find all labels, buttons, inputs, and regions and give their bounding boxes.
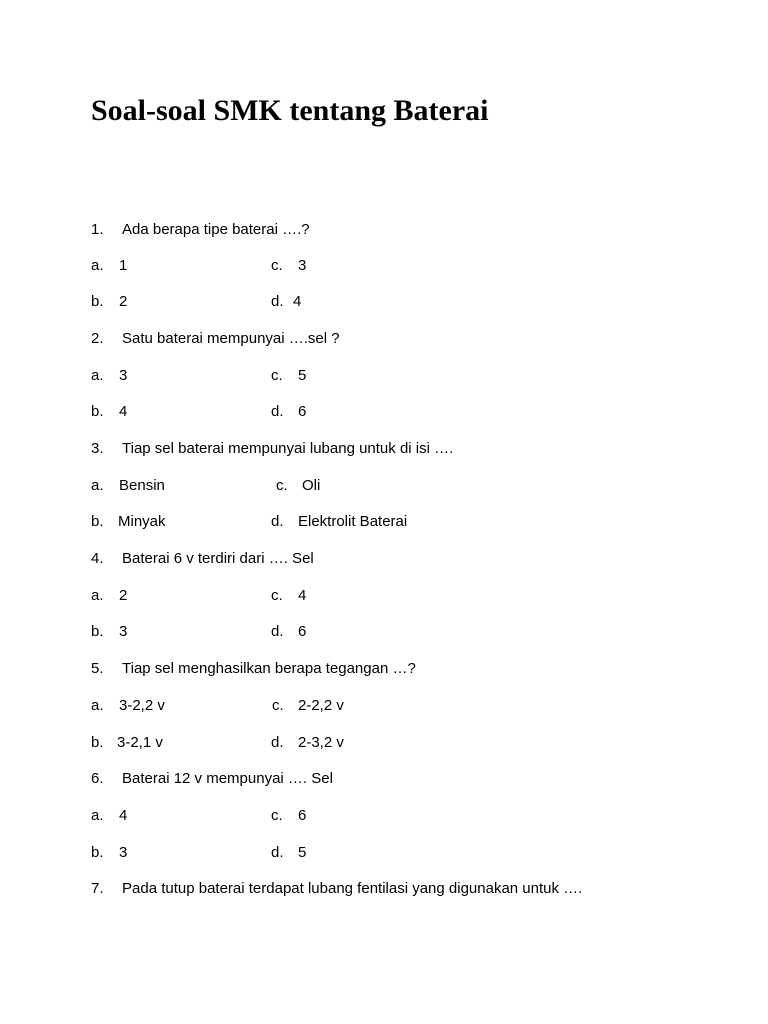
option-label: a. (91, 807, 104, 824)
option-text: 4 (119, 807, 128, 824)
options-row (0, 366, 768, 386)
question-text: Tiap sel menghasilkan berapa tegangan …? (122, 660, 416, 677)
option-label: b. (91, 403, 104, 420)
options-row (0, 622, 768, 642)
question-7 (0, 879, 768, 899)
option-text: Bensin (119, 477, 165, 494)
option-label: b. (91, 734, 104, 751)
option-text: 2 (119, 587, 128, 604)
question-number: 4. (91, 550, 104, 567)
option-label: b. (91, 293, 104, 310)
options-row (0, 256, 768, 276)
option-text: 4 (119, 403, 128, 420)
option-label: c. (271, 367, 283, 384)
option-label: a. (91, 367, 104, 384)
option-text: 1 (119, 257, 128, 274)
option-label: c. (276, 477, 288, 494)
question-text: Tiap sel baterai mempunyai lubang untuk di isi …. (122, 440, 454, 457)
options-row (0, 476, 768, 496)
question-text: Baterai 6 v terdiri dari …. Sel (122, 550, 314, 567)
question-text: Pada tutup baterai terdapat lubang fentilasi yang digunakan untuk …. (122, 880, 583, 897)
question-number: 6. (91, 770, 104, 787)
option-label: b. (91, 844, 104, 861)
option-text: 3 (298, 257, 307, 274)
question-text: Ada berapa tipe baterai ….? (122, 221, 310, 238)
option-text: 5 (298, 367, 307, 384)
option-text: 4 (293, 293, 302, 310)
option-label: b. (91, 513, 104, 530)
option-text: 2-2,2 v (298, 697, 344, 714)
option-label: a. (91, 477, 104, 494)
option-text: 3-2,1 v (117, 734, 163, 751)
option-label: c. (272, 697, 284, 714)
options-row (0, 733, 768, 753)
options-row (0, 292, 768, 312)
options-row (0, 806, 768, 826)
options-row (0, 512, 768, 532)
question-2 (0, 329, 768, 349)
options-row (0, 843, 768, 863)
option-text: 5 (298, 844, 307, 861)
option-label: d. (271, 513, 284, 530)
question-number: 2. (91, 330, 104, 347)
option-label: c. (271, 257, 283, 274)
question-5 (0, 659, 768, 679)
option-text: 3 (119, 844, 128, 861)
option-text: 6 (298, 623, 307, 640)
question-6 (0, 769, 768, 789)
document-title: Soal-soal SMK tentang Baterai (91, 94, 489, 127)
option-text: 6 (298, 807, 307, 824)
option-text: Elektrolit Baterai (298, 513, 408, 530)
option-text: 2 (119, 293, 128, 310)
option-text: Oli (302, 477, 321, 494)
option-text: 3 (119, 367, 128, 384)
option-label: d. (271, 623, 284, 640)
question-1 (0, 220, 768, 240)
options-row (0, 586, 768, 606)
question-3 (0, 439, 768, 459)
option-label: c. (271, 587, 283, 604)
question-text: Baterai 12 v mempunyai …. Sel (122, 770, 333, 787)
options-row (0, 696, 768, 716)
question-number: 5. (91, 660, 104, 677)
option-text: 3-2,2 v (119, 697, 165, 714)
question-number: 7. (91, 880, 104, 897)
options-row (0, 402, 768, 422)
option-label: d. (271, 734, 284, 751)
option-label: b. (91, 623, 104, 640)
option-text: 2-3,2 v (298, 734, 344, 751)
option-text: 4 (298, 587, 307, 604)
question-number: 1. (91, 221, 104, 238)
option-text: 3 (119, 623, 128, 640)
option-label: a. (91, 257, 104, 274)
question-4 (0, 549, 768, 569)
option-text: 6 (298, 403, 307, 420)
question-text: Satu baterai mempunyai ….sel ? (122, 330, 340, 347)
question-number: 3. (91, 440, 104, 457)
option-label: d. (271, 844, 284, 861)
option-label: c. (271, 807, 283, 824)
option-label: a. (91, 697, 104, 714)
option-label: d. (271, 293, 284, 310)
option-text: Minyak (118, 513, 166, 530)
option-label: a. (91, 587, 104, 604)
option-label: d. (271, 403, 284, 420)
